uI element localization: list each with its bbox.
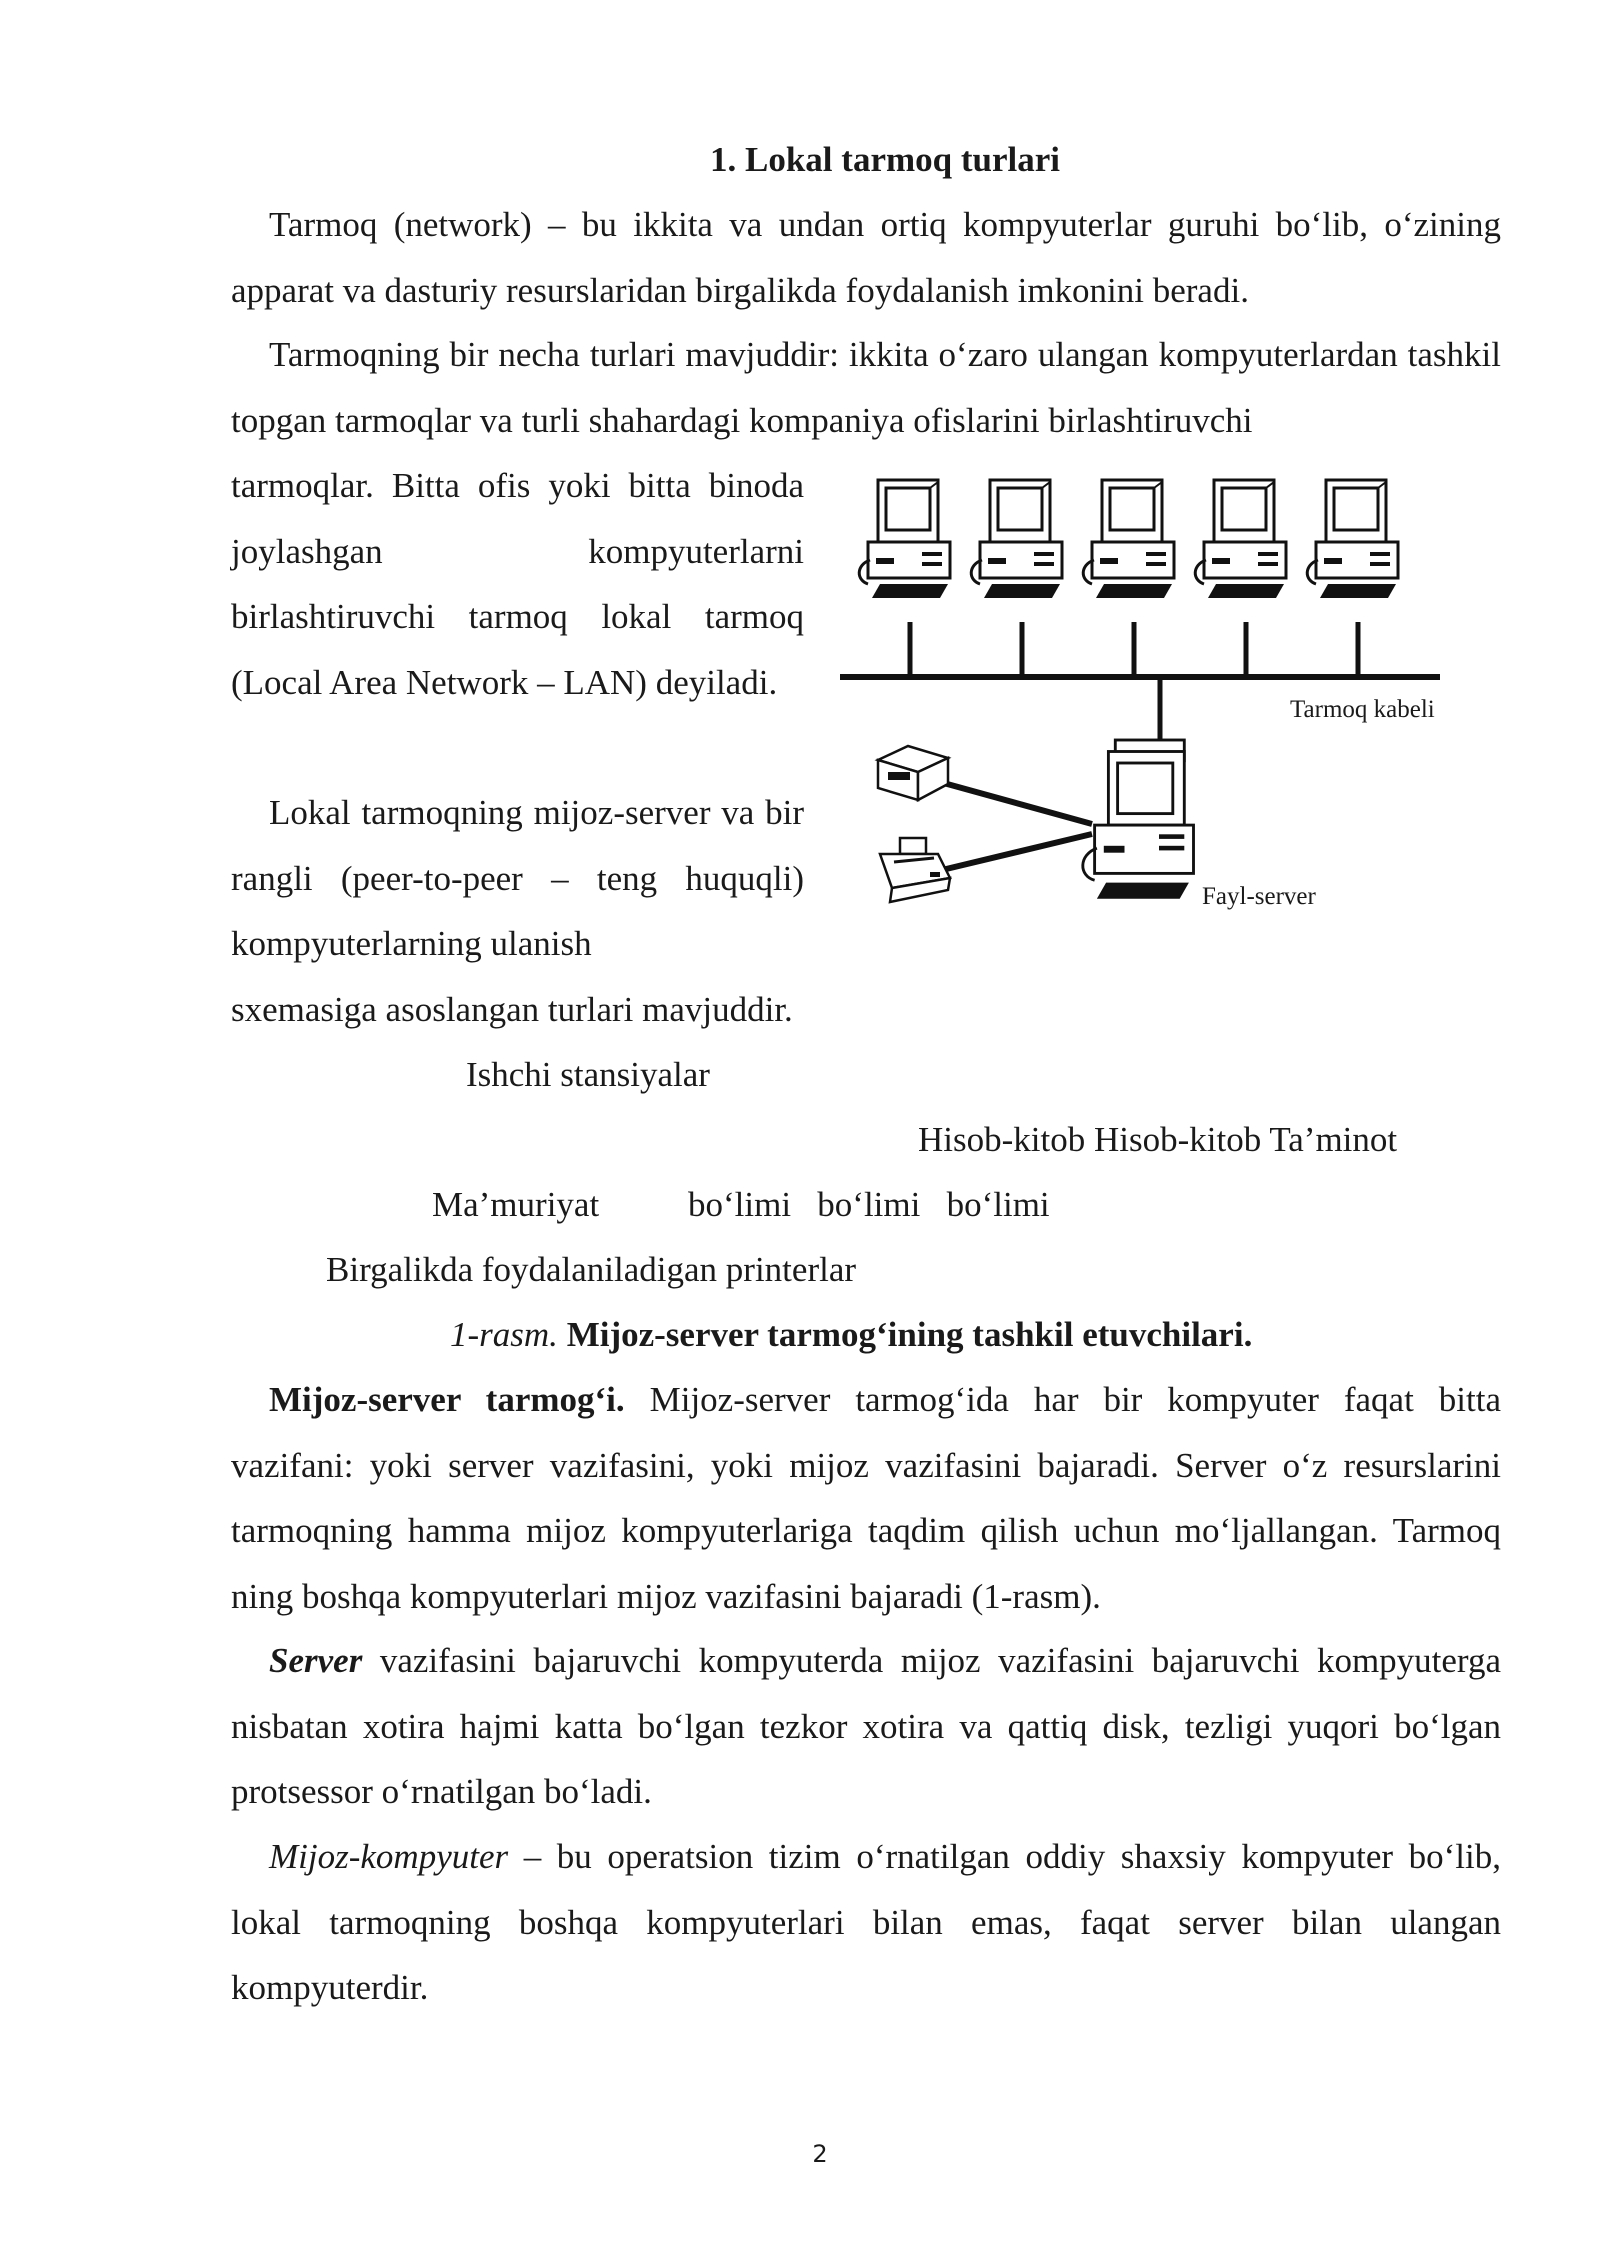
workstation-3-icon [1083,480,1174,598]
figure-caption-number: 1-rasm. [450,1315,558,1354]
client-server-text: Mijoz-server tarmog‘ida har bir kompyuter faqat bitta vazifani: yoki server vazifasini, yoki mijoz vazifasini bajaradi. Server o‘z resurslarini tarmoqning hamma mijoz kompyuterlariga taqdim qilish uchun mo‘ljallangan. Tarmoq ning boshqa kompyuterlari mijoz vazifasini bajaradi (1-rasm). [231,1380,1501,1616]
workstation-1-icon [859,480,950,598]
shared-printers-label: Birgalikda foydalaniladigan printerlar [326,1250,857,1289]
paragraph-network-definition: Tarmoq (network) – bu ikkita va undan ortiq kompyuterlar guruhi bo‘lib, o‘zining apparat va dasturiy resurslaridan birgalikda foydalanish imkonini beradi. [231,205,1501,310]
workstations-label: Ishchi stansiyalar [466,1055,710,1094]
paragraph-lan-types-end: sxemasiga asoslangan turlari mavjuddir. [231,990,793,1029]
paragraph-network-types: Tarmoqning bir necha turlari mavjuddir: ikkita o‘zaro ulangan kompyuterlardan tashkil topgan tarmoqlar va turli shahardagi kompaniya ofislarini birlashtiruvchi [231,335,1501,440]
paragraph-lan-definition: tarmoqlar. Bitta ofis yoki bitta binoda joylashgan kompyuterlarni birlashtiruvchi tarmoq lokal tarmoq (Local Area Network – LAN) deyiladi. [231,466,804,702]
server-text: vazifasini bajaruvchi kompyuterda mijoz vazifasini bajaruvchi kompyuterga nisbatan xotira hajmi katta bo‘lgan tezkor xotira va qattiq disk, tezligi yuqori bo‘lgan protsessor o‘rnatilgan bo‘ladi. [231,1641,1501,1811]
paragraph-client-computer [231,1824,1501,2021]
workstation-5-icon [1307,480,1398,598]
administration-label: Ma’muriyat [432,1185,600,1224]
paragraph-client-server [231,1367,1501,1629]
page-number: 2 [812,2140,828,2168]
paragraph-lan-types: Lokal tarmoqning mijoz-server va bir rangli (peer-to-peer – teng huquqli) kompyuterlarning ulanish [231,793,804,963]
file-server-icon [1083,740,1194,899]
cable-label: Tarmoq kabeli [1290,696,1435,723]
figure-caption-text: Mijoz-server tarmog‘ining tashkil etuvchilari. [566,1315,1253,1354]
client-computer-text: – bu operatsion tizim o‘rnatilgan oddiy shaxsiy kompyuter bo‘lib, lokal tarmoqning boshqa kompyuterlari bilan emas, faqat server bilan ulangan kompyuterdir. [231,1837,1501,2007]
section-heading: 1. Lokal tarmoq turlari [710,140,1060,179]
server-term: Server [269,1641,363,1680]
departments-label-row2: bo‘limi bo‘limi bo‘limi [688,1185,1050,1224]
laser-printer-icon [878,746,948,800]
dot-matrix-printer-icon [880,838,950,902]
client-computer-term: Mijoz-kompyuter [269,1837,509,1876]
figure-caption [450,1302,1252,1367]
workstation-4-icon [1195,480,1286,598]
client-server-term: Mijoz-server tarmog‘i. [269,1380,625,1419]
network-diagram [830,462,1460,932]
departments-label-row1: Hisob-kitob Hisob-kitob Ta’minot [918,1120,1398,1159]
file-server-label: Fayl-server [1202,883,1316,910]
paragraph-server [231,1628,1501,1825]
workstation-2-icon [971,480,1062,598]
